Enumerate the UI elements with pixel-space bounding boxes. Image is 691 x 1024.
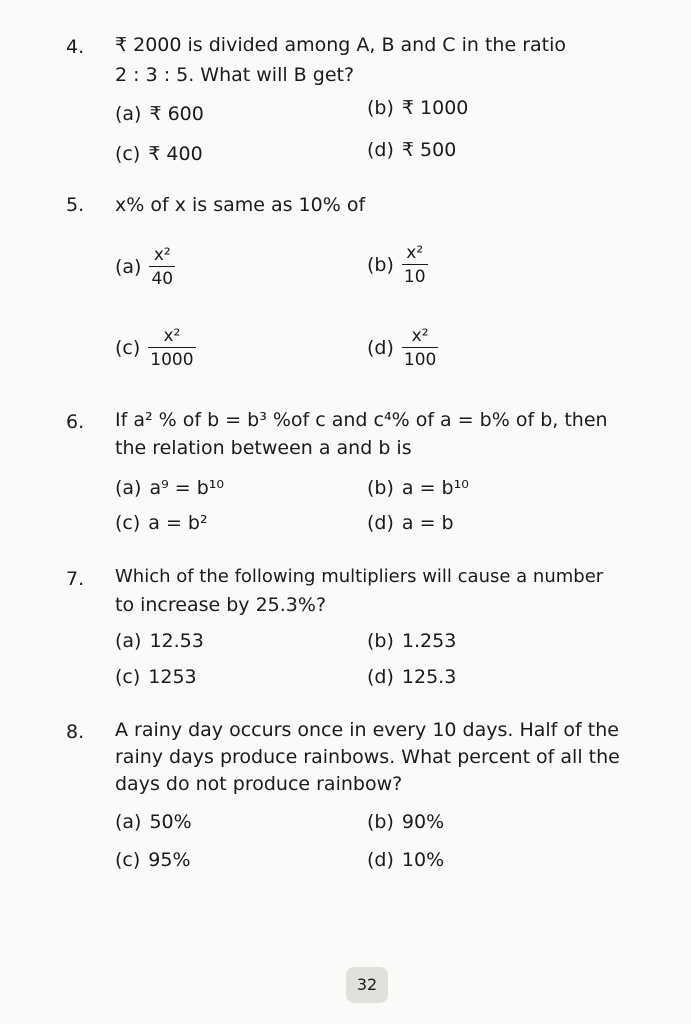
- page-number: 32: [346, 967, 388, 1003]
- question-text-line: to increase by 25.3%?: [115, 594, 327, 616]
- option-a: [115, 811, 192, 833]
- fraction-numerator: x²: [411, 326, 429, 346]
- option-b: [367, 477, 469, 499]
- question-text-line: the relation between a and b is: [115, 437, 412, 459]
- option-c: [115, 143, 203, 165]
- question-text-line: x% of x is same as 10% of: [115, 194, 366, 216]
- option-label: (c): [115, 337, 141, 359]
- fraction: [148, 325, 195, 371]
- option-label: (a): [115, 103, 142, 125]
- option-text: ₹ 600: [149, 103, 204, 125]
- option-text: a⁹ = b¹⁰: [149, 477, 225, 499]
- option-label: (b): [367, 477, 394, 499]
- option-label: (c): [115, 849, 141, 871]
- option-text: a = b¹⁰: [401, 477, 469, 499]
- fraction: [149, 244, 175, 290]
- fraction: [402, 325, 438, 371]
- option-d: [367, 849, 444, 871]
- fraction-numerator: x²: [163, 326, 181, 346]
- option-text: 10%: [401, 849, 445, 871]
- option-label: (c): [115, 666, 141, 688]
- question-text-line: ₹ 2000 is divided among A, B and C in the ratio: [115, 34, 566, 56]
- option-label: (a): [115, 630, 142, 652]
- option-d: [367, 325, 438, 371]
- option-c: [115, 325, 196, 371]
- fraction-denominator: 100: [402, 347, 438, 371]
- option-label: (d): [367, 139, 394, 161]
- option-text: ₹ 400: [148, 143, 203, 165]
- option-label: (b): [367, 630, 394, 652]
- option-c: [115, 849, 191, 871]
- option-label: (b): [367, 254, 394, 276]
- option-a: [115, 103, 204, 125]
- fraction-numerator: x²: [153, 245, 171, 265]
- question-number: 8.: [66, 721, 85, 743]
- option-text: 95%: [148, 849, 191, 871]
- option-label: (b): [367, 97, 394, 119]
- question-number: 4.: [66, 36, 85, 58]
- question-number: 6.: [66, 411, 85, 433]
- option-d: [367, 666, 456, 688]
- option-label: (c): [115, 143, 141, 165]
- option-label: (d): [367, 849, 394, 871]
- option-a: [115, 630, 204, 652]
- option-label: (a): [115, 256, 142, 278]
- option-label: (d): [367, 337, 394, 359]
- option-text: 125.3: [401, 666, 457, 688]
- option-b: [367, 630, 456, 652]
- question-text-line: days do not produce rainbow?: [115, 773, 403, 795]
- option-text: 1253: [148, 666, 197, 688]
- question-number: 5.: [66, 194, 85, 216]
- option-text: 1.253: [401, 630, 457, 652]
- fraction-numerator: x²: [406, 243, 424, 263]
- question-text-line: 2 : 3 : 5. What will B get?: [115, 64, 355, 86]
- question-text-line: A rainy day occurs once in every 10 days. Half of the: [115, 719, 619, 741]
- fraction: [402, 242, 428, 288]
- fraction-denominator: 1000: [148, 347, 195, 371]
- option-text: a = b²: [148, 512, 208, 534]
- option-text: ₹ 500: [401, 139, 457, 161]
- option-d: [367, 512, 454, 534]
- option-b: [367, 242, 428, 288]
- option-text: a = b: [401, 512, 454, 534]
- option-c: [115, 512, 208, 534]
- question-text-line: If a² % of b = b³ %of c and c⁴% of a = b% of b, then: [115, 409, 608, 431]
- option-text: ₹ 1000: [401, 97, 469, 119]
- option-label: (b): [367, 811, 394, 833]
- option-label: (d): [367, 512, 394, 534]
- fraction-denominator: 10: [402, 264, 428, 288]
- option-a: [115, 244, 175, 290]
- option-label: (c): [115, 512, 141, 534]
- option-d: [367, 139, 456, 161]
- option-b: [367, 811, 444, 833]
- option-label: (a): [115, 811, 142, 833]
- option-text: 90%: [401, 811, 445, 833]
- option-text: 12.53: [149, 630, 204, 652]
- option-a: [115, 477, 224, 499]
- option-label: (d): [367, 666, 394, 688]
- option-text: 50%: [149, 811, 192, 833]
- option-c: [115, 666, 197, 688]
- fraction-denominator: 40: [149, 266, 175, 290]
- question-text-line: rainy days produce rainbows. What percent of all the: [115, 746, 620, 768]
- question-number: 7.: [66, 568, 85, 590]
- option-label: (a): [115, 477, 142, 499]
- option-b: [367, 97, 468, 119]
- question-text-line: Which of the following multipliers will cause a number: [115, 566, 604, 587]
